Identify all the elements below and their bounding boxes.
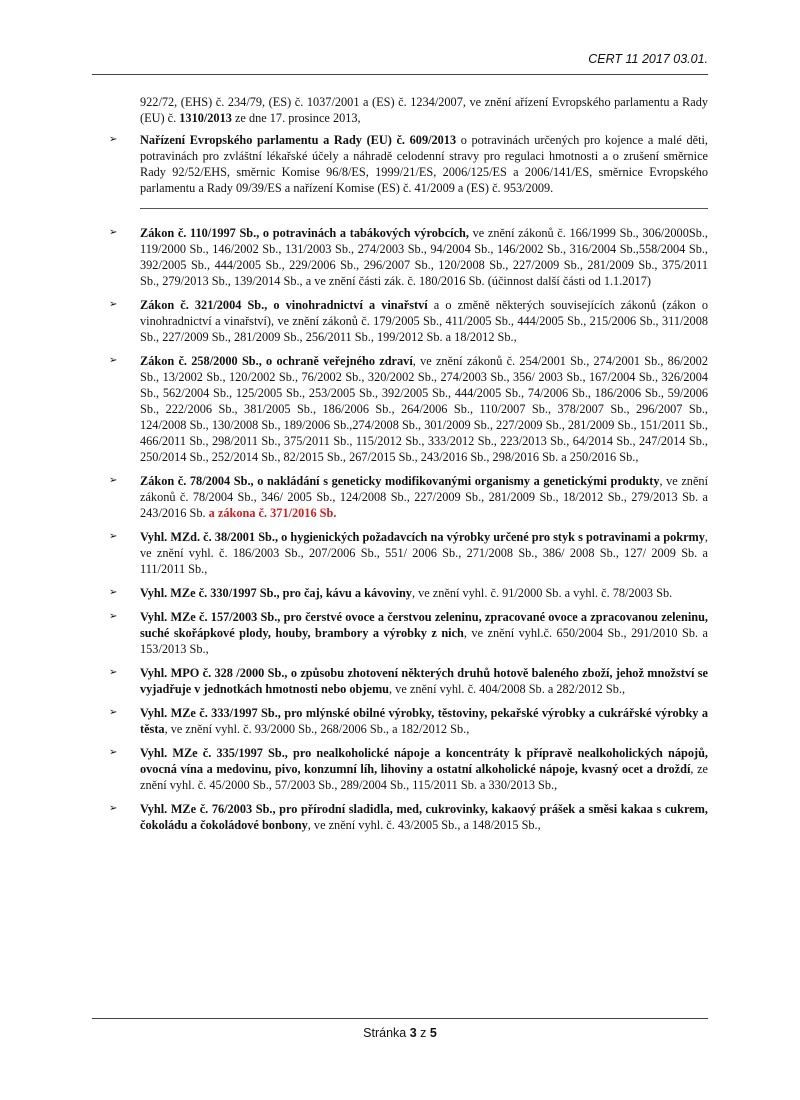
amendment-highlight: a zákona č. 371/2016 Sb.: [205, 506, 337, 520]
decree-item: ➢ Vyhl. MZe č. 330/1997 Sb., pro čaj, kávu a kávoviny, ve znění vyhl. č. 91/2000 Sb. a vyhl. č. 78/2003 Sb.: [109, 586, 673, 600]
section-divider: [140, 208, 708, 209]
header-divider: [92, 74, 708, 75]
arrow-bullet-icon: ➢: [109, 227, 118, 238]
arrow-bullet-icon: ➢: [109, 803, 118, 814]
arrow-bullet-icon: ➢: [109, 299, 118, 310]
footer-divider: [92, 1018, 708, 1019]
page-number: Stránka 3 z 5: [363, 1026, 437, 1040]
arrow-bullet-icon: ➢: [109, 355, 118, 366]
decree-item: ➢ Vyhl. MZe č. 335/1997 Sb., pro nealkoholické nápoje a koncentráty k přípravě nealkoholických nápojů, ovocná vína a medovinu, pivo, konzumní líh, lihoviny a ostatní alkoholické nápoje, kvasný ocet a droždí, ze znění vyhl. č. 45/2000 Sb., 57/2003 Sb., 289/2004 Sb., 115/2011 Sb. a 330/2013 Sb.,: [109, 746, 708, 792]
arrow-bullet-icon: ➢: [109, 611, 118, 622]
document-code: CERT 11 2017 03.01.: [588, 52, 708, 66]
law-item: ➢ Zákon č. 78/2004 Sb., o nakládání s geneticky modifikovanými organismy a genetickými produkty, ve znění zákonů č. 78/2004 Sb., 346/ 2005 Sb., 124/2008 Sb., 227/2009 Sb., 281/2009 Sb., 18/2012 Sb., 279/2013 Sb. a 243/2016 Sb. a zákona č. 371/2016 Sb.: [109, 474, 708, 520]
arrow-bullet-icon: ➢: [109, 587, 118, 598]
arrow-bullet-icon: ➢: [109, 475, 118, 486]
law-item: ➢ Zákon č. 258/2000 Sb., o ochraně veřejného zdraví, ve znění zákonů č. 254/2001 Sb., 274/2001 Sb., 86/2002 Sb., 13/2002 Sb., 120/2002 Sb., 76/2002 Sb., 320/2002 Sb., 274/2003 Sb., 356/ 2003 Sb., 167/2004 Sb., 326/2004 Sb., 562/2004 Sb., 125/2005 Sb., 253/2005 Sb., 392/2005 Sb., 444/2005 Sb., 74/2006 Sb., 186/2006 Sb., 59/2006 Sb., 222/2006 Sb., 381/2005 Sb., 186/2006 Sb., 264/2006 Sb., 110/2007 Sb., 378/2007 Sb., 296/2007 Sb., 124/2008 Sb., 130/2008 Sb., 189/2006 Sb.,274/2008 Sb., 301/2009 Sb., 227/2009 Sb., 281/2009 Sb., 151/2011 Sb., 466/2011 Sb., 298/2011 Sb., 375/2011 Sb., 115/2012 Sb., 333/2012 Sb., 223/2013 Sb., 64/2014 Sb., 247/2014 Sb., 250/2014 Sb., 252/2014 Sb., 82/2015 Sb., 267/2015 Sb., 243/2016 Sb., 298/2016 Sb. a 250/2016 Sb.,: [109, 354, 708, 464]
arrow-bullet-icon: ➢: [109, 667, 118, 678]
document-body: [92, 94, 708, 841]
law-item: ➢ Zákon č. 110/1997 Sb., o potravinách a tabákových výrobcích, ve znění zákonů č. 166/1999 Sb., 306/2000Sb., 119/2000 Sb., 146/2002 Sb., 131/2003 Sb., 274/2003 Sb., 94/2004 Sb., 146/2002 Sb., 316/2004 Sb.,558/2004 Sb., 392/2005 Sb., 444/2005 Sb., 229/2006 Sb., 296/2007 Sb., 120/2008 Sb., 227/2009 Sb., 281/2009 Sb., 375/2011 Sb., 279/2013 Sb., 139/2014 Sb., a ve znění části zák. č. 180/2016 Sb. (účinnost další části od 1.1.2017): [109, 226, 708, 288]
decree-item: ➢ Vyhl. MZe č. 157/2003 Sb., pro čerstvé ovoce a čerstvou zeleninu, zpracované ovoce a zpracovanou zeleninu, suché skořápkové plody, houby, brambory a výrobky z nich, ve znění vyhl.č. 650/2004 Sb., 291/2010 Sb. a 153/2013 Sb.,: [109, 610, 708, 656]
regulation-item: ➢ Nařízení Evropského parlamentu a Rady (EU) č. 609/2013 o potravinách určených pro kojence a malé děti, potravinách pro zvláštní lékařské účely a náhradě celodenní stravy pro regulaci hmotnosti a o zrušení směrnice Rady 92/52/EHS, směrnic Komise 96/8/ES, 1999/21/ES, 2006/125/ES a 2006/141/ES, směrnice Evropského parlamentu a Rady 09/39/ES a nařízení Komise (ES) č. 41/2009 a (ES) č. 953/2009.: [109, 133, 708, 195]
decree-item: ➢ Vyhl. MPO č. 328 /2000 Sb., o způsobu zhotovení některých druhů hotově baleného zboží, jehož množství se vyjadřuje v jednotkách hmotnosti nebo objemu, ve znění vyhl. č. 404/2008 Sb. a 282/2012 Sb.,: [109, 666, 708, 696]
arrow-bullet-icon: ➢: [109, 531, 118, 542]
decree-item: ➢ Vyhl. MZe č. 333/1997 Sb., pro mlýnské obilné výrobky, těstoviny, pekařské výrobky a cukrářské výrobky a těsta, ve znění vyhl. č. 93/2000 Sb., 268/2006 Sb., a 182/2012 Sb.,: [109, 706, 708, 736]
arrow-bullet-icon: ➢: [109, 707, 118, 718]
decree-item: ➢ Vyhl. MZd. č. 38/2001 Sb., o hygienických požadavcích na výrobky určené pro styk s potravinami a pokrmy, ve znění vyhl. č. 186/2003 Sb., 207/2006 Sb., 551/ 2006 Sb., 271/2008 Sb., 386/ 2008 Sb., 127/ 2009 Sb. a 111/2011 Sb.,: [109, 530, 708, 576]
decree-item: ➢ Vyhl. MZe č. 76/2003 Sb., pro přírodní sladidla, med, cukrovinky, kakaový prášek a směsi kakaa s cukrem, čokoládu a čokoládové bonbony, ve znění vyhl. č. 43/2005 Sb., a 148/2015 Sb.,: [109, 802, 708, 832]
arrow-bullet-icon: ➢: [109, 134, 118, 145]
continued-paragraph: 922/72, (EHS) č. 234/79, (ES) č. 1037/2001 a (ES) č. 1234/2007, ve znění ařízení Evropského parlamentu a Rady (EU) č. 1310/2013 ze dne 17. prosince 2013,: [140, 95, 708, 125]
arrow-bullet-icon: ➢: [109, 747, 118, 758]
law-item: ➢ Zákon č. 321/2004 Sb., o vinohradnictví a vinařství a o změně některých souvisejících zákonů (zákon o vinohradnictví a vinařství), ve znění zákonů č. 179/2005 Sb., 411/2005 Sb., 444/2005 Sb., 215/2006 Sb., 311/2008 Sb., 227/2009 Sb., 281/2009 Sb., 256/2011 Sb., 199/2012 Sb. a 18/2012 Sb.,: [109, 298, 708, 344]
